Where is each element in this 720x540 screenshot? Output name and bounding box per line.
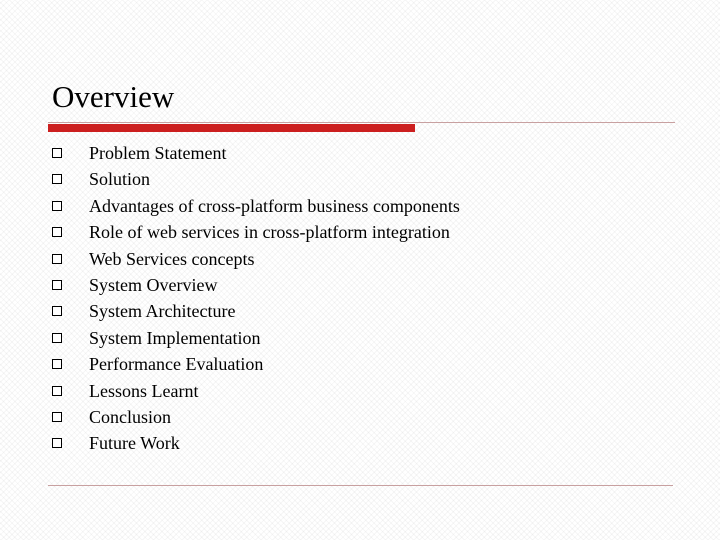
list-item [50, 325, 670, 351]
list-item [50, 193, 670, 219]
hollow-square-icon [52, 359, 62, 369]
list-item [50, 378, 670, 404]
footer-rule [48, 485, 673, 486]
hollow-square-icon [52, 201, 62, 211]
list-item-label: Role of web services in cross-platform integration [89, 222, 450, 243]
slide-title: Overview [52, 79, 175, 114]
bullet-list [50, 140, 670, 457]
hollow-square-icon [52, 254, 62, 264]
hollow-square-icon [52, 412, 62, 422]
hollow-square-icon [52, 148, 62, 158]
hollow-square-icon [52, 333, 62, 343]
list-item-label: System Implementation [89, 327, 261, 348]
list-item [50, 430, 670, 456]
hollow-square-icon [52, 174, 62, 184]
list-item [50, 351, 670, 377]
hollow-square-icon [52, 227, 62, 237]
list-item-label: System Overview [89, 274, 218, 295]
list-item-label: Web Services concepts [89, 248, 255, 269]
list-item [50, 404, 670, 430]
list-item-label: Problem Statement [89, 143, 227, 163]
list-item [50, 140, 670, 166]
list-item-label: Advantages of cross-platform business components [89, 195, 460, 216]
list-item-label: Future Work [89, 433, 180, 454]
list-item-label: Solution [89, 169, 151, 190]
title-accent-bar [48, 124, 415, 132]
hollow-square-icon [52, 386, 62, 396]
list-item-label: System Architecture [89, 301, 236, 322]
list-item [50, 272, 670, 298]
hollow-square-icon [52, 306, 62, 316]
list-item [50, 298, 670, 324]
hollow-square-icon [52, 280, 62, 290]
list-item [50, 166, 670, 192]
list-item-label: Lessons Learnt [89, 380, 199, 401]
list-item [50, 246, 670, 272]
title-underline [48, 122, 675, 123]
list-item-label: Performance Evaluation [89, 354, 264, 375]
hollow-square-icon [52, 438, 62, 448]
list-item [50, 219, 670, 245]
list-item-label: Conclusion [89, 406, 172, 427]
